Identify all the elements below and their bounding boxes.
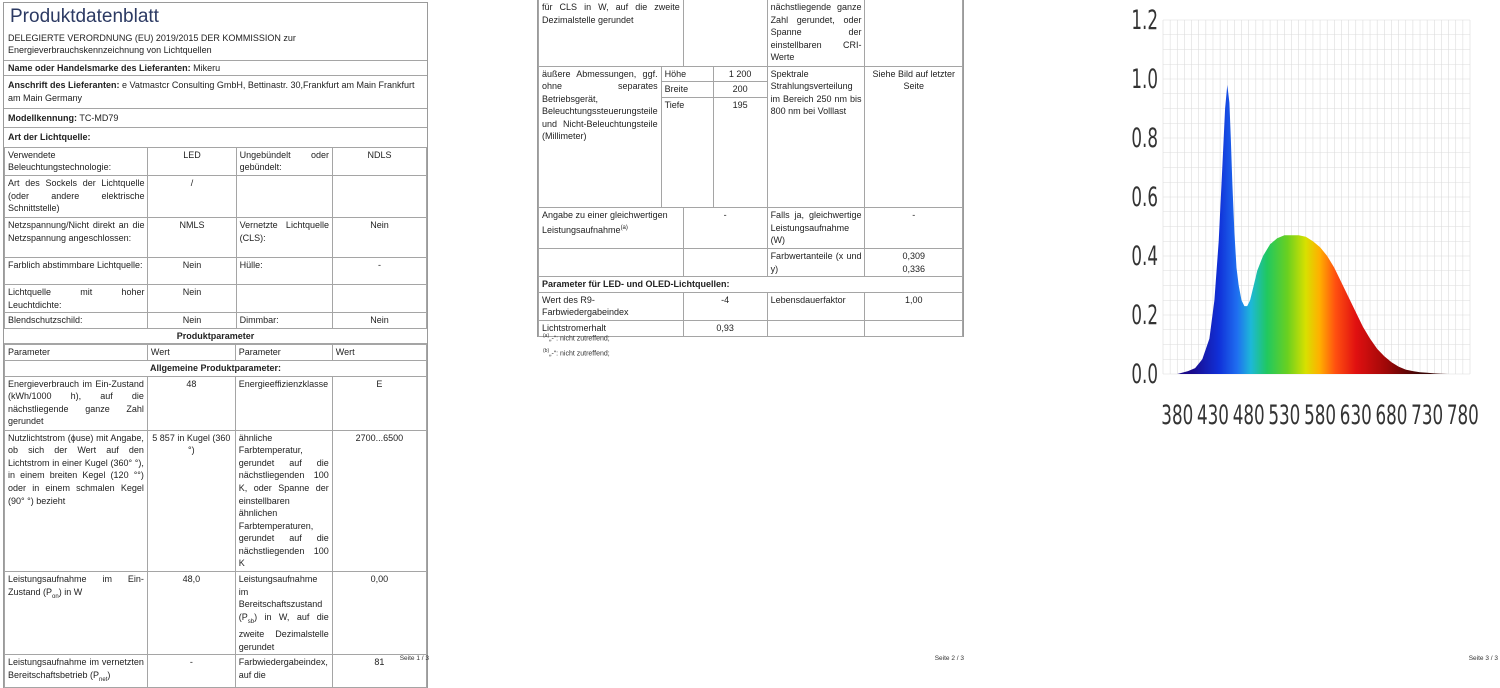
x-tick-label: 530 (1268, 399, 1301, 432)
footnote-a-text: „-“: nicht zutreffend; (549, 335, 610, 343)
type-cell: Dimmbar: (236, 313, 332, 329)
general-cell: 48 (147, 376, 235, 430)
model-value: TC-MD79 (79, 112, 119, 123)
y-tick-label: 1.0 (1131, 63, 1158, 96)
general-cell: Nutzlichtstrom (ϕuse) mit Angabe, ob sich der Wert auf den Lichtstrom in einer Kugel (360° °), in einem breiten Kegel (120 °°) oder in einem schmalen Kegel (90° °) bezieht (5, 430, 148, 572)
y-tick-label: 0.0 (1131, 358, 1158, 391)
y-tick-label: 0.4 (1131, 240, 1158, 273)
type-cell (236, 175, 332, 217)
type-cell: Lichtquelle mit hoher Leuchtdichte: (5, 284, 148, 312)
general-header: Allgemeine Produktparameter: (5, 360, 427, 376)
y-tick-label: 0.2 (1131, 299, 1158, 332)
type-cell: Farblich abstimmbare Lichtquelle: (5, 257, 148, 284)
type-row (5, 175, 427, 217)
supplier-value: Mikeru (193, 62, 221, 73)
continuation-table (538, 0, 963, 337)
param-head-row (5, 345, 427, 361)
cls-standby-label: für CLS in W, auf die zweite Dezimalstelle gerundet (539, 0, 684, 66)
type-cell: Verwendete Beleuchtungstechnologie: (5, 147, 148, 175)
led-header: Parameter für LED- und OLED-Lichtquellen: (539, 277, 963, 293)
spectral-value: Siehe Bild auf letzter Seite (865, 66, 963, 208)
chroma-y: 0,336 (902, 263, 925, 274)
r9-label: Wert des R9-Farbwiedergabeindex (539, 292, 684, 320)
type-table (4, 147, 427, 329)
equivalent-power-row (539, 208, 963, 249)
type-cell: / (148, 175, 236, 217)
type-cell: Nein (332, 313, 426, 329)
supplier-row (4, 61, 427, 77)
address-label: Anschrift des Lieferanten: (8, 80, 120, 91)
x-tick-label: 680 (1375, 399, 1408, 432)
general-cell: Energieverbrauch im Ein-Zustand (kWh/1000 h), auf die nächstliegende ganze Zahl gerundet (5, 376, 148, 430)
type-row (5, 257, 427, 284)
product-params-label: Produktparameter (176, 330, 255, 341)
cri-label: nächstliegende ganze Zahl gerundet, oder Spanne der einstellbaren CRI-Werte (767, 0, 865, 66)
general-cell: Energieeffizienzklasse (235, 376, 332, 430)
product-params-header (4, 329, 427, 345)
type-cell: Vernetzte Lichtquelle (CLS): (236, 217, 332, 257)
general-cell: - (147, 655, 235, 688)
general-cell: Leistungsaufnahme im Ein-Zustand $(P_{on})$ in W (5, 572, 148, 655)
equiv2-value: - (865, 208, 963, 249)
param-head-cell: Parameter (235, 345, 332, 361)
type-row (5, 147, 427, 175)
dim-name: Tiefe (661, 97, 713, 207)
type-cell: Netzspannung/Nicht direkt an die Netzspannung angeschlossen: (5, 217, 148, 257)
type-cell: Blendschutzschild: (5, 313, 148, 329)
page-footer: Seite 2 / 3 (934, 655, 964, 662)
dim-name: Breite (661, 82, 713, 98)
footnote-b-text: „-“: nicht zutreffend; (549, 350, 610, 358)
dim-name: Höhe (661, 67, 713, 82)
x-tick-label: 480 (1232, 399, 1265, 432)
x-tick-label: 730 (1411, 399, 1444, 432)
page-footer: Seite 1 / 3 (399, 655, 429, 662)
lumen-maintenance-value: 0,93 (683, 320, 767, 336)
param-head-cell: Wert (332, 345, 426, 361)
footnote-b-mark: (b) (543, 348, 550, 354)
type-cell (332, 284, 426, 312)
chroma-x: 0,309 (902, 250, 925, 261)
x-tick-label: 430 (1197, 399, 1229, 432)
type-cell: Art des Sockels der Lichtquelle (oder andere elektrische Schnittstelle) (5, 175, 148, 217)
r9-value: -4 (683, 292, 767, 320)
general-cell: 0,00 (332, 572, 426, 655)
type-row (5, 217, 427, 257)
param-head-cell: Parameter (5, 345, 148, 361)
continuation-row (539, 0, 963, 66)
dim-value: 1 200 (713, 67, 766, 82)
type-cell: Nein (148, 313, 236, 329)
datasheet-table-2 (537, 0, 964, 337)
type-cell (332, 175, 426, 217)
param-head-table (4, 344, 427, 688)
general-row (5, 655, 427, 688)
x-tick-label: 780 (1446, 399, 1479, 432)
y-tick-label: 0.8 (1131, 122, 1158, 155)
chromaticity-row (539, 248, 963, 276)
general-cell: 81 (332, 655, 426, 688)
type-header (4, 128, 427, 147)
type-cell: Ungebündelt oder gebündelt: (236, 147, 332, 175)
general-row (5, 572, 427, 655)
dim-value: 195 (713, 97, 766, 207)
x-axis-ticks (1161, 400, 1479, 431)
type-cell: NMLS (148, 217, 236, 257)
page-title: Produktdatenblatt (10, 6, 159, 27)
address-row (4, 76, 427, 108)
lumen-maintenance-label: Lichtstromerhalt (539, 320, 684, 336)
y-axis-ticks (1131, 5, 1158, 390)
general-cell: E (332, 376, 426, 430)
type-cell: Hülle: (236, 257, 332, 284)
param-head-cell: Wert (147, 345, 235, 361)
model-row (4, 109, 427, 129)
datasheet-page-2 (500, 0, 1000, 663)
footnote-a (543, 333, 610, 342)
lifetime-value: 1,00 (865, 292, 963, 320)
regulation-subtitle: DELEGIERTE VERORDNUNG (EU) 2019/2015 DER KOMMISSION zur Energieverbrauchskennzeichnung von Lichtquellen (4, 30, 427, 61)
datasheet-page-3 (1000, 0, 1500, 663)
general-cell: 2700...6500 (332, 430, 426, 572)
general-cell: Farbwiedergabeindex, auf die (235, 655, 332, 688)
general-row (5, 430, 427, 572)
equiv2-label: Falls ja, gleichwertige Leistungsaufnahme (W) (767, 208, 865, 249)
address-value: e Vatmastcr Consulting GmbH, Bettinastr. 30,Frankfurt am Main Frankfurt am Main Germany (8, 80, 415, 103)
equiv-label: Angabe zu einer gleichwertigen Leistungsaufnahme (542, 210, 668, 235)
general-cell: Leistungsaufnahme im vernetzten Bereitschaftsbetrieb $(P_{net})$ (5, 655, 148, 688)
equiv-value: - (683, 208, 767, 249)
type-cell: Nein (148, 257, 236, 284)
lifetime-label: Lebensdauerfaktor (767, 292, 865, 320)
general-row (5, 376, 427, 430)
general-cell: 48,0 (147, 572, 235, 655)
supplier-label: Name oder Handelsmarke des Lieferanten: (8, 62, 191, 73)
page-title-row (4, 3, 427, 30)
x-tick-label: 380 (1161, 399, 1194, 432)
chroma-label: Farbwertanteile (x und y) (767, 248, 865, 276)
x-tick-label: 580 (1304, 399, 1337, 432)
dim-value: 200 (713, 82, 766, 98)
type-row (5, 284, 427, 312)
spectral-distribution-chart (1060, 0, 1480, 440)
type-cell (236, 284, 332, 312)
page-footer: Seite 3 / 3 (1468, 655, 1498, 662)
type-cell: - (332, 257, 426, 284)
dimensions-label: äußere Abmessungen, ggf. ohne separates Betriebsgerät, Beleuchtungssteuerungsteile und Nicht-Beleuchtungsteile (Millimeter) (539, 67, 661, 208)
type-cell: LED (148, 147, 236, 175)
footnote-b (543, 348, 610, 357)
datasheet-table-1 (3, 2, 428, 688)
general-cell: Leistungsaufnahme im Bereitschaftszustand $(P_{sb})$ in W, auf die zweite Dezimalstelle gerundet (235, 572, 332, 655)
type-cell: Nein (332, 217, 426, 257)
type-row (5, 313, 427, 329)
general-cell: 5 857 in Kugel (360 °) (147, 430, 235, 572)
y-tick-label: 1.2 (1131, 4, 1158, 37)
x-tick-label: 630 (1339, 399, 1372, 432)
footnote-a-mark: (a) (543, 333, 550, 339)
general-cell: ähnliche Farbtemperatur, gerundet auf die nächstliegenden 100 K, oder Spanne der einstellbaren ähnlichen Farbtemperaturen, gerundet auf die nächstliegenden 100 K (235, 430, 332, 572)
type-cell: Nein (148, 284, 236, 312)
datasheet-page-1 (0, 0, 500, 683)
type-label: Art der Lichtquelle: (8, 132, 91, 143)
y-tick-label: 0.6 (1131, 181, 1158, 214)
led-row (539, 292, 963, 320)
equiv-sup: (a) (620, 224, 628, 231)
spectral-label: Spektrale Strahlungsverteilung im Bereich 250 nm bis 800 nm bei Volllast (767, 66, 865, 208)
model-label: Modellkennung: (8, 112, 77, 123)
type-cell: NDLS (332, 147, 426, 175)
